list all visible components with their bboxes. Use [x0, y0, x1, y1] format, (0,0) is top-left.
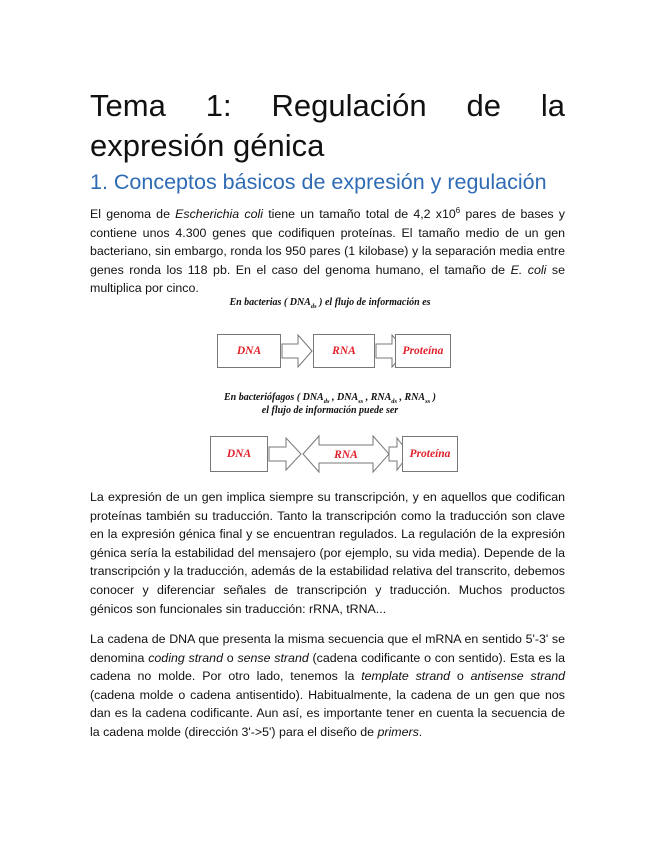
figure-caption-bacteria: En bacterias ( $DNA_{ds}$ ) el flujo de información es — [229, 297, 431, 310]
diagram-box-rna-2: RNA — [334, 449, 358, 461]
diagram-box-dna-2: DNA — [210, 436, 268, 472]
paragraph-genome: El genoma de Escherichia coli tiene un tamaño total de 4,2 $x10^6$ pares de bases y contiene unos 4.300 genes que codifiquen proteínas. El tamaño medio de un gen bacteriano, sin embargo, ronda los 950 pares (1 kilobase) y la separación media entre genes ronda los 118 pb. En el caso del genoma humano, el tamaño de E. coli se multiplica por cinco. — [90, 205, 565, 296]
arrow-right-icon — [281, 333, 313, 369]
figure-caption-bacteriophages-line2: el flujo de información puede ser — [261, 405, 399, 416]
figure-caption-bacteriophages: En bacteriófagos ( $DNA_{ds}$ , $DNA_{ss}$ , $RNA_{ds}$ , $RNA_{ss}$ ) — [223, 392, 436, 405]
diagram-box-protein-1: Proteína — [395, 334, 451, 368]
diagram-box-dna-1: DNA — [217, 334, 281, 368]
diagram-box-rna-1: RNA — [313, 334, 375, 368]
paragraph-expression: La expresión de un gen implica siempre su transcripción, y en aquellos que codifican proteínas también su traducción. Tanto la transcripción como la traducción son clave en la expresión génica final y se encuentran regulados. La regulación de la expresión génica sería la estabilidad del mensajero (por ejemplo, su vida media). Depende de la transcripción y la traducción, además de la estabilidad relativa del transcrito, debemos conocer y diferenciar señales de transcripción y traducción. Muchos productos génicos son funcionales sin traducción: rRNA, tRNA... — [90, 490, 565, 616]
arrow-right-icon — [268, 436, 302, 472]
page-title: Tema 1: Regulación de la expresión génica — [90, 88, 565, 163]
section-heading: 1. Conceptos básicos de expresión y regulación — [90, 170, 547, 194]
diagram-box-protein-2: Proteína — [402, 436, 458, 472]
paragraph-strands: La cadena de DNA que presenta la misma secuencia que el mRNA en sentido 5'-3' se denomina coding strand o sense strand (cadena codificante o con sentido). Esta es la cadena no molde. Por otro lado, tenemos la template strand o antisense strand (cadena molde o cadena antisentido). Habitualmente, la cadena de un gen que nos dan es la cadena codificante. Aun así, es importante tener en cuenta la secuencia de la cadena molde (dirección 3'->5') para el diseño de primers. — [90, 632, 565, 739]
